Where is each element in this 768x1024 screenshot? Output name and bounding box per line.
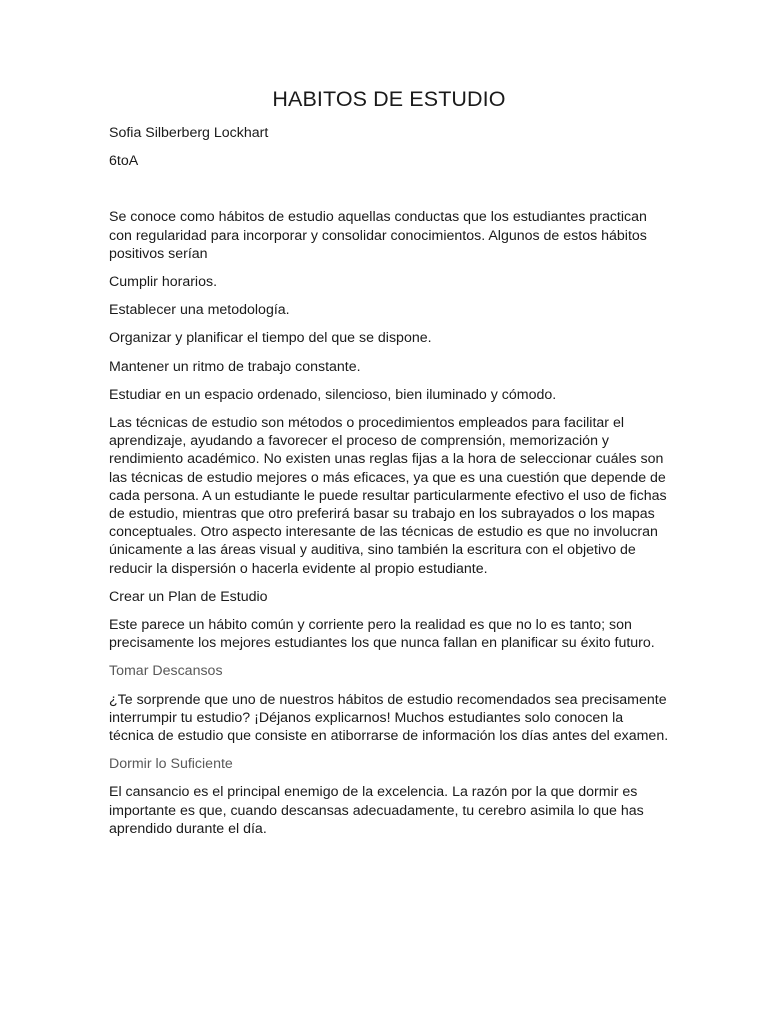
section-heading-descansos: Tomar Descansos xyxy=(109,663,223,680)
habit-item: Organizar y planificar el tiempo del que se dispone. xyxy=(109,330,432,347)
habit-item: Estudiar en un espacio ordenado, silencioso, bien iluminado y cómodo. xyxy=(109,386,557,403)
document-body xyxy=(109,86,669,848)
habit-item: Mantener un ritmo de trabajo constante. xyxy=(109,358,361,375)
habit-item: Cumplir horarios. xyxy=(109,274,218,291)
section-paragraph-plan: Este parece un hábito común y corriente pero la realidad es que no lo es tanto; son precisamente los mejores estudiantes los que nunca fallan en planificar su éxito futuro. xyxy=(109,617,655,652)
section-heading-plan: Crear un Plan de Estudio xyxy=(109,588,268,605)
techniques-paragraph: Las técnicas de estudio son métodos o procedimientos empleados para facilitar el aprendizaje, ayudando a favorecer el proceso de comprensión, memorización y rendimiento académico. No existen unas reglas fijas a la hora de seleccionar cuáles son las técnicas de estudio mejores o más eficaces, ya que es una cuestión que depende de cada persona. A un estudiante le puede resultar particularmente efectivo el uso de fichas de estudio, mientras que otro preferirá basar su trabajo en los subrayados o los mapas conceptuales. Otro aspecto interesante de las técnicas de estudio es que no involucran únicamente a las áreas visual y auditiva, sino también la escritura con el objetivo de reducir la dispersión o hacerla evidente al propio estudiante. xyxy=(109,415,667,577)
habit-item: Establecer una metodología. xyxy=(109,302,290,319)
section-heading-dormir: Dormir lo Suficiente xyxy=(109,756,233,773)
section-paragraph-descansos: ¿Te sorprende que uno de nuestros hábitos de estudio recomendados sea precisamente interrumpir tu estudio? ¡Déjanos explicarnos! Muchos estudiantes solo conocen la técnica de estudio que consiste en atiborrarse de información los días antes del examen. xyxy=(109,691,669,745)
section-paragraph-dormir: El cansancio es el principal enemigo de la excelencia. La razón por la que dormir es importante es que, cuando descansas adecuadamente, tu cerebro asimila lo que has aprendido durante el día. xyxy=(109,784,644,837)
grade-label: 6toA xyxy=(109,153,139,170)
blank-line xyxy=(109,180,669,208)
author-name: Sofia Silberberg Lockhart xyxy=(109,125,269,141)
intro-paragraph: Se conoce como hábitos de estudio aquellas conductas que los estudiantes practican con regularidad para incorporar y consolidar conocimientos. Algunos de estos hábitos positivos serían xyxy=(109,209,647,262)
document-title: HABITOS DE ESTUDIO xyxy=(272,87,506,111)
